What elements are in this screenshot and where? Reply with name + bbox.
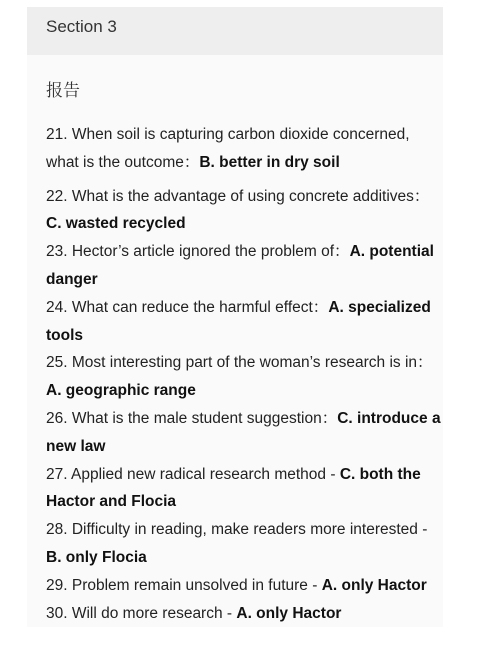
answer-text: C. introduce a new law	[46, 409, 441, 455]
question-text: 25. Most interesting part of the woman’s research is in：	[46, 354, 433, 372]
answer-text: C. both the Hactor and Flocia	[46, 465, 421, 511]
report-title: 报告	[46, 81, 80, 101]
answer-item-21	[46, 121, 443, 177]
answer-item-24	[46, 294, 443, 350]
answer-item-25	[46, 349, 443, 405]
answer-text: C. wasted recycled	[46, 215, 186, 233]
answer-text: A. potential danger	[46, 243, 434, 288]
question-text: 24. What can reduce the harmful effect：	[46, 298, 329, 316]
answer-list	[46, 121, 443, 627]
answer-text: A. only Hactor	[236, 604, 342, 622]
answer-item-27	[46, 461, 443, 517]
answer-text: A. specialized tools	[46, 298, 431, 344]
question-text: 23. Hector’s article ignored the problem of：	[46, 243, 350, 261]
section-header	[27, 7, 443, 55]
question-text: 27. Applied new radical research method -	[46, 465, 340, 483]
question-text: 29. Problem remain unsolved in future -	[46, 576, 322, 594]
answer-text: B. only Flocia	[46, 548, 147, 566]
answer-text: B. better in dry soil	[199, 153, 340, 171]
answer-item-26	[46, 405, 443, 461]
question-text: 30. Will do more research -	[46, 604, 237, 622]
report-content	[27, 55, 443, 627]
question-text: 26. What is the male student suggestion：	[46, 409, 338, 427]
question-text: 28. Difficulty in reading, make readers more interested -	[46, 521, 428, 539]
answer-item-30	[46, 600, 443, 628]
answer-text: A. only Hactor	[321, 576, 427, 594]
answer-item-28	[46, 516, 443, 572]
answer-item-23	[46, 238, 443, 294]
answer-text: A. geographic range	[46, 382, 196, 400]
answer-item-22	[46, 183, 443, 239]
question-text: 22. What is the advantage of using concrete additives：	[46, 187, 430, 205]
answer-item-29	[46, 572, 443, 600]
article-container	[27, 7, 443, 627]
section-title: Section 3	[46, 17, 117, 36]
question-text: 21. When soil is capturing carbon dioxide concerned, what is the outcome：	[46, 126, 410, 171]
